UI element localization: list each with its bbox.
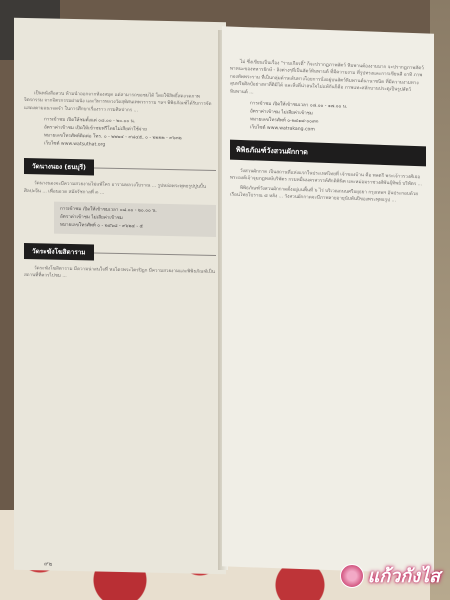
watermark (340, 561, 440, 590)
right-info-fee: อัตราค่าเข้าชม ไม่เสียค่าเข้าชม (250, 109, 313, 117)
heading-rule (94, 167, 216, 171)
left-intro-paragraph: เป็นหนังสือสวน ห้ามนำออกจากห้องสมุด แต่สามารถขอชมได้ โดยใช้สิทธิ์สดงวดภาพจิตรกรรม จากจิตรกรรมฝาผนัง และวิหารหลวงวัดสุทัศนเทพวราราม ฯลฯ พิพิธภัณฑ์ได้รับการจัดแสดงตามแนวจดจำ ในการศึกษาเรื่องราว กรมศิลปากร ... (24, 91, 212, 114)
infobox2-hours: การเข้าชม เปิดให้เข้าชมเวลา ๐๘.๐๐ - ๒๐.๐๐ น. (60, 206, 157, 214)
right-info-website: เว็บไซต์ www.watrakang.com (250, 125, 315, 133)
left-info-website: เว็บไซต์ www.watsuthat.org (44, 141, 106, 148)
heading-rule (94, 252, 216, 256)
left-infobox-2 (54, 202, 216, 237)
left-info-hours: การเข้าชม เปิดให้ชมตั้งแต่ ๐๘.๐๐ - ๒๐.๐๐ น. (44, 117, 136, 125)
left-info-phone: หมายเลขโทรศัพท์ติดต่อ โทร. ๐ - ๒๒๒๔ - ๙๘๔๕, ๐ - ๒๒๒๒ - ๙๖๓๒ (44, 133, 182, 142)
infobox2-fee: อัตราค่าเข้าชม ไม่เสียค่าเข้าชม (60, 214, 123, 222)
right-paragraph-3: พิพิธภัณฑ์วังสวนผักกาดตั้งอยู่บนพื้นที่ ๖ ไร่ บริเวณถนนศรีอยุธยา กรุงเทพฯ อันประกอบด้วยเรือนไทยโบราณ ๘ หลัง ... วังสวนผักกาดจะมีภาพลายอายุนับพันปีของพระพุทธรูป ... (230, 185, 418, 204)
right-paragraph-2: วังสวนผักกาด เป็นสถานที่แห่งแรกในประเทศไทยที่ เจ้าของบ้าน คือ พลตรี พระเจ้าวรวงศ์เธอ พระองค์เจ้าจุมภฏพงษ์บริพัตร กรมหมื่นนครสวรรค์ศักดิพินิต และหม่อมราชวงศ์พันธุ์ทิพย์ บริพัตร ... (230, 168, 423, 188)
left-info-block (44, 117, 216, 153)
infobox2-phone: หมายเลขโทรศัพท์ ๐ - ๒๔๖๘ - ๙๖๒๔ - ๕ (60, 222, 144, 230)
right-info-hours: การเข้าชม เปิดให้เข้าชมเวลา ๐๘.๐๐ - ๑๗.๐๐ น. (250, 101, 348, 110)
page-number: ๙๒ (44, 560, 53, 568)
flower-logo-icon (340, 564, 364, 588)
watermark-text: แก้วกังไส (367, 566, 440, 587)
left-page (14, 18, 226, 574)
right-info-block (250, 100, 426, 138)
left-paragraph-3: วัดระฆังโฆสิตาราม มีความน่าสนใจที่ หอไตรพระไตรปิฎก มีความสวยงามและพิพิธภัณฑ์เป็นสถานที่ที่ควรไปชม ... (24, 266, 215, 280)
right-page-content (230, 59, 426, 209)
heading-wat-nang-nong-label: วัดนางนอง (ธนบุรี) (24, 158, 94, 175)
left-page-content (24, 90, 216, 286)
left-info-fee: อัตราค่าเข้าชม เปิดให้เข้าชมฟรีโดยไม่เสียค่าใช้จ่าย (44, 125, 147, 133)
left-paragraph-2: วัดนางนองจะมีความสวยงามไม่แพ้ใคร อารามหลวงโบราณ ... รูปหล่อพระพุทธรูปปูนปั้นศิลปะจีน ... เพื่อนอวด สมัยรัชกาลที่ ๓ ... (24, 181, 206, 196)
heading-wat-rakhang-label: วัดระฆังโฆสิตาราม (24, 243, 94, 260)
right-paragraph-1: ไม่ ซึ่งเขียนเป็นเรื่อง "รามเกียรติ์" ก็จะปรากฏภาพสัตว์ หิมพานต์องงามมาก จะปรากฏภาพสัตว์พาหนะของทหารยักษ์ - ลิงต่างๆที่เป็นสัตว์หิมพานต์ ที่มีความงาม ที่รูปทรงและการเขียนสี อาทิ ภาพกองทัพพระราม ที่เป็นกลุ่มด้านเส้นทางโอยการนั่งอยู่บนสัตว์หิมพานต์นานาชนิด ที่มีความงามทางสุนทรียศิลป์อย่างหาที่ติมิได้ และสิ่งที่น่าสนใจไม่แพ้กันก็คือ ภาพแทะสลักบานประตูเป็นรูปสัตว์หิมพานต์ ... (230, 59, 424, 96)
right-info-phone: หมายเลขโทรศัพท์ ๐-๒๔๑๘-๐๐๙๓ (250, 117, 319, 125)
right-page (222, 26, 434, 573)
section-heading-suan-pakkad: พิพิธภัณฑ์วังสวนผักกาด (230, 140, 426, 167)
section-heading-wat-nang-nong (24, 158, 216, 178)
section-heading-wat-rakhang (24, 243, 216, 263)
